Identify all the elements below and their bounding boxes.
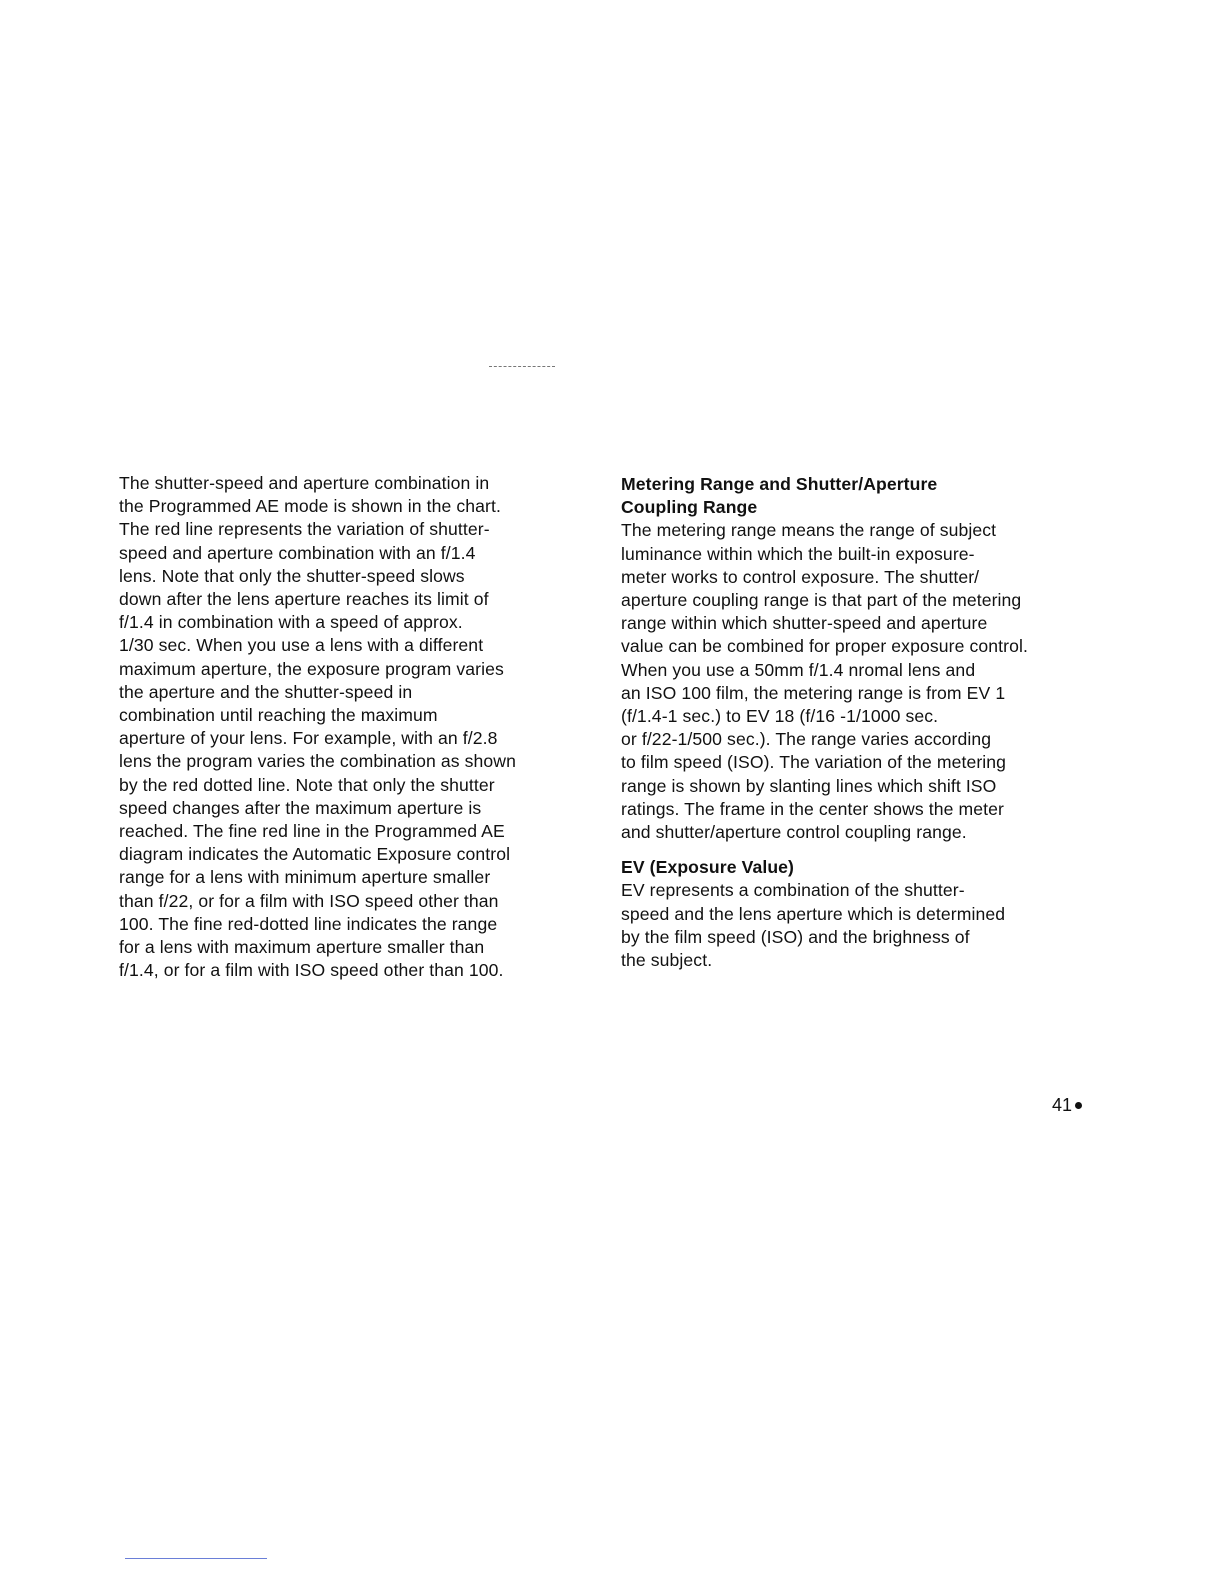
- text-line: or f/22-1/500 sec.). The range varies according: [621, 729, 992, 750]
- bullet-icon: [1075, 1102, 1082, 1109]
- text-line: luminance within which the built-in exposure-: [621, 543, 975, 564]
- text-line: down after the lens aperture reaches its limit of: [119, 589, 489, 610]
- text-line: the aperture and the shutter-speed in: [119, 681, 413, 702]
- text-line: When you use a 50mm f/1.4 nromal lens and: [621, 659, 976, 680]
- text-line: the subject.: [621, 950, 713, 971]
- text-line: than f/22, or for a film with ISO speed other than: [119, 890, 499, 911]
- text-line: 1/30 sec. When you use a lens with a different: [119, 635, 484, 656]
- text-line: EV represents a combination of the shutter-: [621, 880, 965, 901]
- text-line: to film speed (ISO). The variation of the metering: [621, 752, 1007, 773]
- text-line: f/1.4, or for a film with ISO speed other than 100.: [119, 960, 504, 981]
- section-spacer: [621, 844, 1111, 856]
- text-line: value can be combined for proper exposure control.: [621, 636, 1028, 657]
- text-line: the Programmed AE mode is shown in the chart.: [119, 496, 501, 517]
- text-line: speed and the lens aperture which is determined: [621, 903, 1006, 924]
- text-line: range for a lens with minimum aperture smaller: [119, 867, 491, 888]
- text-line: f/1.4 in combination with a speed of approx.: [119, 612, 463, 633]
- text-line: and shutter/aperture control coupling range.: [621, 822, 967, 843]
- text-line: speed and aperture combination with an f/1.4: [119, 542, 476, 563]
- text-line: lens. Note that only the shutter-speed slows: [119, 565, 465, 586]
- text-line: maximum aperture, the exposure program varies: [119, 658, 504, 679]
- text-line: diagram indicates the Automatic Exposure control: [119, 844, 511, 865]
- section-heading: Metering Range and Shutter/Aperture: [621, 474, 938, 494]
- text-line: meter works to control exposure. The shutter/: [621, 566, 980, 587]
- text-line: ratings. The frame in the center shows the meter: [621, 798, 1004, 819]
- ev-section: [621, 856, 1111, 972]
- bottom-rule: [125, 1558, 267, 1559]
- section-heading: Coupling Range: [621, 497, 758, 518]
- metering-range-section: [621, 473, 1111, 844]
- text-line: by the film speed (ISO) and the brighness of: [621, 926, 970, 947]
- text-line: (f/1.4-1 sec.) to EV 18 (f/16 -1/1000 sec.: [621, 706, 939, 727]
- page-number-text: 41: [1052, 1095, 1073, 1115]
- text-line: speed changes after the maximum aperture is: [119, 797, 482, 818]
- text-line: range is shown by slanting lines which shift ISO: [621, 775, 997, 796]
- left-column: [119, 472, 599, 982]
- text-line: The shutter-speed and aperture combination in: [119, 473, 490, 493]
- section-heading: EV (Exposure Value): [621, 857, 795, 878]
- text-line: The metering range means the range of subject: [621, 520, 997, 541]
- page-number: [1052, 1094, 1082, 1116]
- right-column: [621, 473, 1111, 972]
- text-line: by the red dotted line. Note that only the shutter: [119, 774, 495, 795]
- text-line: The red line represents the variation of shutter-: [119, 519, 490, 540]
- text-line: reached. The fine red line in the Programmed AE: [119, 821, 505, 842]
- top-dashed-mark: [489, 366, 555, 367]
- text-line: aperture of your lens. For example, with an f/2.8: [119, 728, 498, 749]
- text-line: 100. The fine red-dotted line indicates the range: [119, 913, 498, 934]
- text-line: for a lens with maximum aperture smaller than: [119, 937, 485, 958]
- text-line: aperture coupling range is that part of the metering: [621, 590, 1022, 611]
- text-line: range within which shutter-speed and aperture: [621, 613, 988, 634]
- text-line: an ISO 100 film, the metering range is from EV 1: [621, 682, 1006, 703]
- text-line: combination until reaching the maximum: [119, 705, 438, 726]
- text-line: lens the program varies the combination as shown: [119, 751, 516, 772]
